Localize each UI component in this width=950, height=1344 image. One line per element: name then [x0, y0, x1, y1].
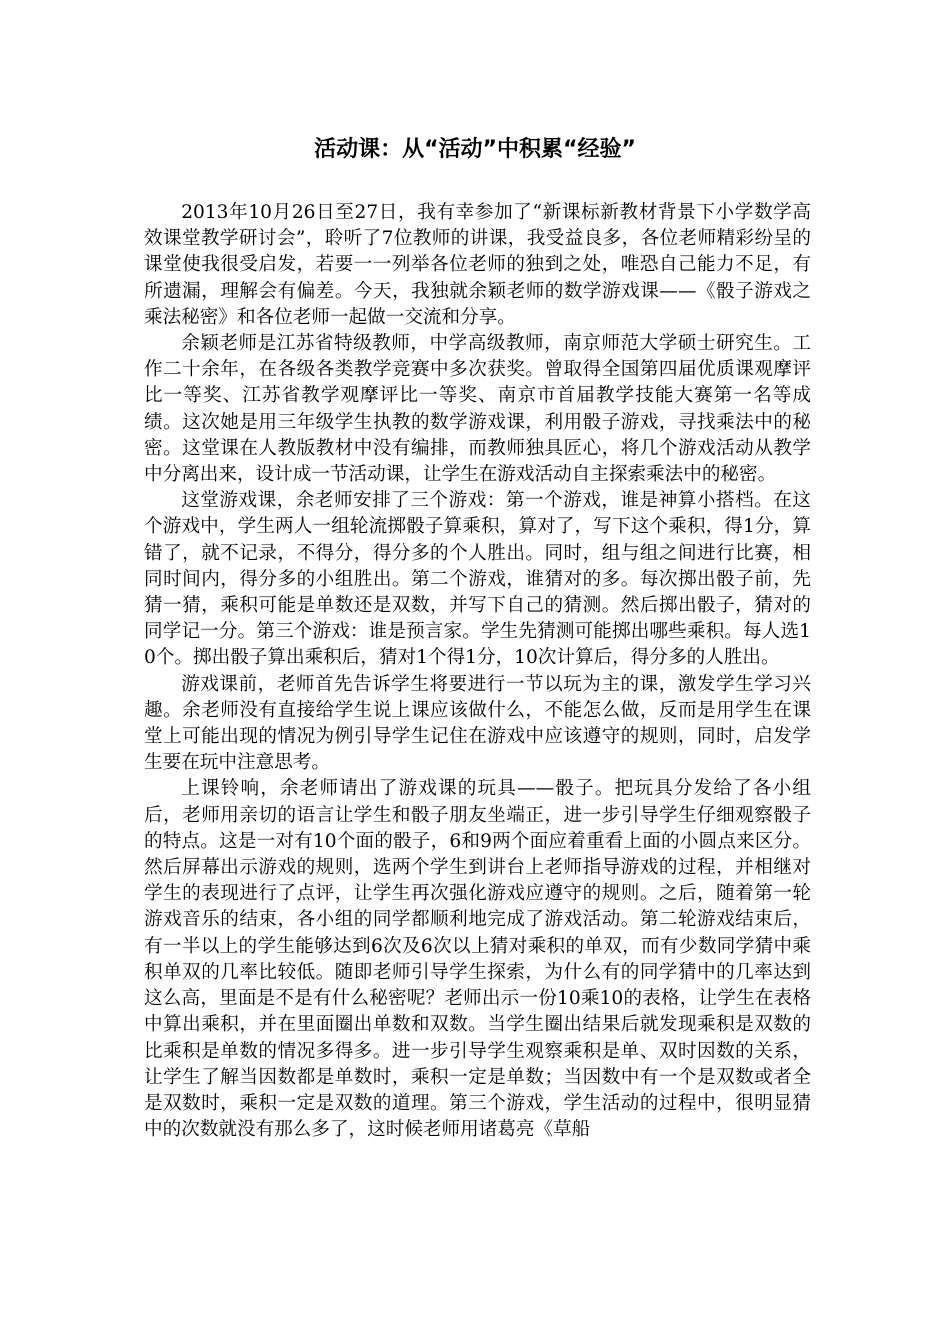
paragraph-teacher-profile: 余颖老师是江苏省特级教师，中学高级教师，南京师范大学硕士研究生。工作二十余年，在各级各类教学竞赛中多次获奖。曾取得全国第四届优质课观摩评比一等奖、江苏省教学观摩评比一等奖、南京市首届教学技能大赛第一名等成绩。这次她是用三年级学生执教的数学游戏课，利用骰子游戏，寻找乘法中的秘密。这堂课在人教版教材中没有编排，而教师独具匠心，将几个游戏活动从教学中分离出来，设计成一节活动课，让学生在游戏活动自主探索乘法中的秘密。: [144, 333, 811, 486]
document-title: 活动课：从“活动”中积累“经验”: [314, 137, 636, 162]
paragraph-class-process: 上课铃响，余老师请出了游戏课的玩具——骰子。把玩具分发给了各小组后，老师用亲切的语言让学生和骰子朋友坐端正，进一步引导学生仔细观察骰子的特点。这是一对有10个面的骰子，6和9两个面应着重看上面的小圆点来区分。然后屏幕出示游戏的规则，选两个学生到讲台上老师指导游戏的过程，并相继对学生的表现进行了点评，让学生再次强化游戏应遵守的规则。之后，随着第一轮游戏音乐的结束，各小组的同学都顺利地完成了游戏活动。第二轮游戏结束后，有一半以上的学生能够达到6次及6次以上猜对乘积的单双，而有少数同学猜中乘积单双的几率比较低。随即老师引导学生探索，为什么有的同学猜中的几率达到这么高，里面是不是有什么秘密呢？老师出示一份10乘10的表格，让学生在表格中算出乘积，并在里面圈出单数和双数。当学生圈出结果后就发现乘积是双数的比乘积是单数的情况多得多。进一步引导学生观察乘积是单、双时因数的关系，让学生了解当因数都是单数时，乘积一定是单数；当因数中有一个是双数或者全是双数时，乘积一定是双数的道理。第三个游戏，学生活动的过程中，很明显猜中的次数就没有那么多了，这时候老师用诸葛亮《草船: [144, 778, 811, 1141]
paragraph-three-games: 这堂游戏课，余老师安排了三个游戏：第一个游戏，谁是神算小搭档。在这个游戏中，学生两人一组轮流掷骰子算乘积，算对了，写下这个乘积，得1分，算错了，就不记录，不得分，得分多的个人胜出。同时，组与组之间进行比赛，相同时间内，得分多的小组胜出。第二个游戏，谁猜对的多。每次掷出骰子前，先猜一猜，乘积可能是单数还是双数，并写下自己的猜测。然后掷出骰子，猜对的同学记一分。第三个游戏：谁是预言家。学生先猜测可能掷出哪些乘积。每人选10个。掷出骰子算出乘积后，猜对1个得1分，10次计算后，得分多的人胜出。: [144, 490, 811, 669]
paragraph-intro: 2013年10月26日至27日，我有幸参加了“新课标新教材背景下小学数学高效课堂教学研讨会”，聆听了7位教师的讲课，我受益良多，各位老师精彩纷呈的课堂使我很受启发，若要一一列举各位老师的独到之处，唯恐自己能力不足，有所遗漏，理解会有偏差。今天，我独就余颖老师的数学游戏课——《骰子游戏之乘法秘密》和各位老师一起做一交流和分享。: [144, 202, 811, 328]
paragraph-before-class: 游戏课前，老师首先告诉学生将要进行一节以玩为主的课，激发学生学习兴趣。余老师没有直接给学生说上课应该做什么，不能怎么做，反而是用学生在课堂上可能出现的情况为例引导学生记住在游戏中应该遵守的规则，同时，启发学生要在玩中注意思考。: [144, 673, 811, 774]
document-body: [144, 200, 811, 1143]
